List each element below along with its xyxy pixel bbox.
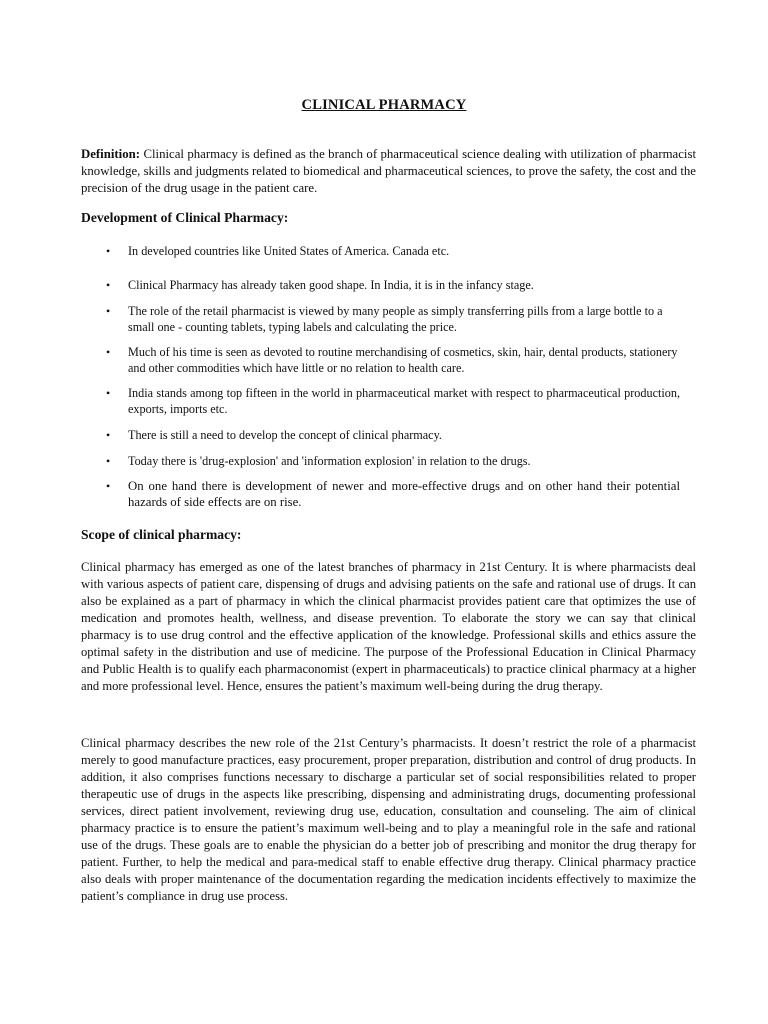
bullet-icon: • xyxy=(106,345,111,359)
list-item xyxy=(106,278,680,294)
list-item xyxy=(106,345,680,376)
list-item xyxy=(106,386,680,417)
bullet-icon: • xyxy=(106,454,111,468)
bullet-icon: • xyxy=(106,304,111,318)
development-heading: Development of Clinical Pharmacy: xyxy=(81,210,289,225)
list-item-text: There is still a need to develop the concept of clinical pharmacy. xyxy=(128,428,442,442)
scope-heading: Scope of clinical pharmacy: xyxy=(81,527,242,542)
list-item-text: The role of the retail pharmacist is viewed by many people as simply transferring pills from a large bottle to a small one - counting tablets, typing labels and calculating the price. xyxy=(128,304,663,334)
bullet-icon: • xyxy=(106,244,111,258)
bullet-icon: • xyxy=(106,428,111,442)
list-item-text: Clinical Pharmacy has already taken good shape. In India, it is in the infancy stage. xyxy=(128,278,534,292)
bullet-icon: • xyxy=(106,278,111,292)
scope-paragraph-1: Clinical pharmacy has emerged as one of the latest branches of pharmacy in 21st Century. It is where pharmacists deal with various aspects of patient care, dispensing of drugs and advising patients on the safe and rational use of drugs. It can also be explained as a part of pharmacy in which the clinical pharmacist provides patient care that optimizes the use of medication and promotes health, wellness, and disease prevention. To elaborate the story we can say that clinical pharmacy is to use drug control and the effective application of the knowledge. Professional skills and ethics assure the optimal safety in the distribution and use of medicine. The purpose of the Professional Education in Clinical Pharmacy and Public Health is to qualify each pharmaconomist (expert in pharmaceuticals) to practice clinical pharmacy at a higher and more professional level. Hence, ensures the patient’s maximum well-being during the drug therapy. xyxy=(81,560,696,693)
bullet-icon: • xyxy=(106,386,111,400)
page-title: CLINICAL PHARMACY xyxy=(301,97,467,113)
list-item-text: India stands among top fifteen in the world in pharmaceutical market with respect to pharmaceutical production, exports, imports etc. xyxy=(128,386,680,416)
definition-text: Clinical pharmacy is defined as the branch of pharmaceutical science dealing with utilization of pharmacist knowledge, skills and judgments related to biomedical and pharmaceutical sciences, to prove the safety, the cost and the precision of the drug usage in the patient care. xyxy=(81,147,696,195)
list-item-text: Much of his time is seen as devoted to routine merchandising of cosmetics, skin, hair, dental products, stationery and other commodities which have little or no relation to health care. xyxy=(128,345,678,375)
definition-paragraph xyxy=(81,146,696,197)
list-item xyxy=(106,454,680,470)
scope-paragraph-2: Clinical pharmacy describes the new role of the 21st Century’s pharmacists. It doesn’t restrict the role of a pharmacist merely to good manufacture practices, easy procurement, proper preparation, distribution and control of drug products. In addition, it also comprises functions necessary to discharge a particular set of social responsibilities related to proper therapeutic use of drugs in the aspects like prescribing, dispensing and administrating drugs, documenting professional services, direct patient involvement, reviewing drug use, education, consultation and counseling. The aim of clinical pharmacy practice is to ensure the patient’s maximum well-being and to play a meaningful role in the safe and rational use of the drugs. These goals are to enable the physician do a better job of prescribing and monitor the drug therapy for patient. Further, to help the medical and para-medical staff to enable effective drug therapy. Clinical pharmacy practice also deals with proper maintenance of the documentation regarding the medication incidents effectively to maximize the patient’s compliance in drug use process. xyxy=(81,736,696,903)
list-item-text: In developed countries like United States of America. Canada etc. xyxy=(128,244,450,258)
list-item xyxy=(106,244,680,260)
bullet-icon: • xyxy=(106,479,111,493)
list-item xyxy=(106,428,680,444)
list-item-text: On one hand there is development of newer and more-effective drugs and on other hand their potential hazards of side effects are on rise. xyxy=(128,479,680,509)
definition-label: Definition: xyxy=(81,147,141,161)
list-item xyxy=(106,479,680,510)
list-item-text: Today there is 'drug-explosion' and 'information explosion' in relation to the drugs. xyxy=(128,454,531,468)
list-item xyxy=(106,304,680,335)
